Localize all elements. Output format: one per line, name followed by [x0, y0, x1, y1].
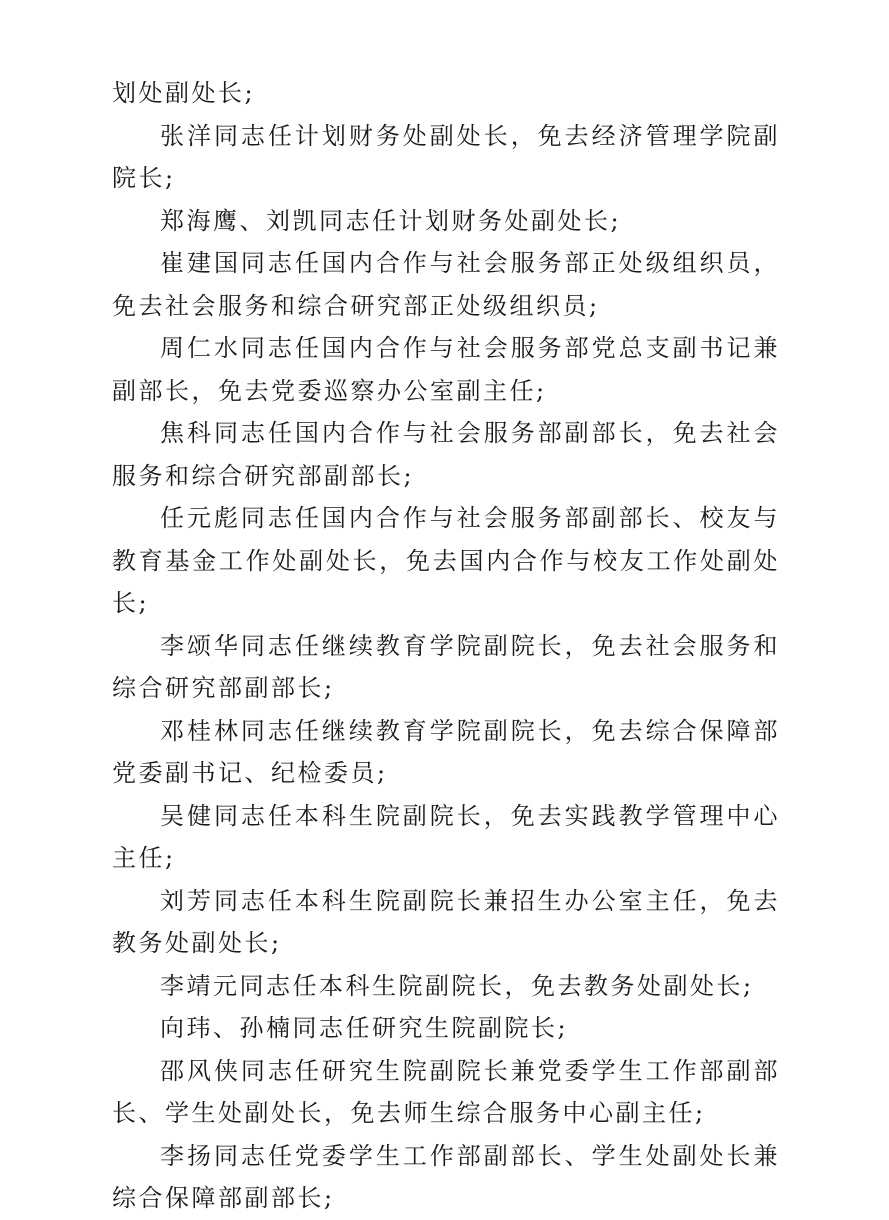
- document-body: [112, 72, 780, 1220]
- paragraph: 邵风侠同志任研究生院副院长兼党委学生工作部副部长、学生处副处长，免去师生综合服务中心副主任;: [112, 1056, 780, 1127]
- paragraph: 李靖元同志任本科生院副院长，免去教务处副处长;: [160, 971, 754, 1000]
- paragraph: 崔建国同志任国内合作与社会服务部正处级组织员，免去社会服务和综合研究部正处级组织员;: [112, 249, 780, 320]
- paragraph: 焦科同志任国内合作与社会服务部副部长，免去社会服务和综合研究部副部长;: [112, 419, 780, 490]
- paragraph: 向玮、孙楠同志任研究生院副院长;: [160, 1014, 569, 1042]
- paragraph: 李扬同志任党委学生工作部副部长、学生处副处长兼综合保障部副部长;: [112, 1141, 780, 1212]
- paragraph: 周仁水同志任国内合作与社会服务部党总支副书记兼副部长，免去党委巡察办公室副主任;: [112, 334, 780, 405]
- paragraph: 邓桂林同志任继续教育学院副院长，免去综合保障部党委副书记、纪检委员;: [112, 716, 780, 787]
- paragraph: 刘芳同志任本科生院副院长兼招生办公室主任，免去教务处副处长;: [112, 886, 780, 957]
- paragraph: 郑海鹰、刘凯同志任计划财务处副处长;: [160, 206, 622, 235]
- paragraph: 吴健同志任本科生院副院长，免去实践教学管理中心主任;: [112, 801, 780, 872]
- paragraph: 李颂华同志任继续教育学院副院长，免去社会服务和综合研究部副部长;: [112, 631, 780, 702]
- paragraph-continuation: 划处副处长;: [112, 79, 256, 107]
- paragraph: 任元彪同志任国内合作与社会服务部副部长、校友与教育基金工作处副处长，免去国内合作与校友工作处副处长;: [112, 504, 780, 617]
- paragraph: 张洋同志任计划财务处副处长，免去经济管理学院副院长;: [112, 121, 780, 192]
